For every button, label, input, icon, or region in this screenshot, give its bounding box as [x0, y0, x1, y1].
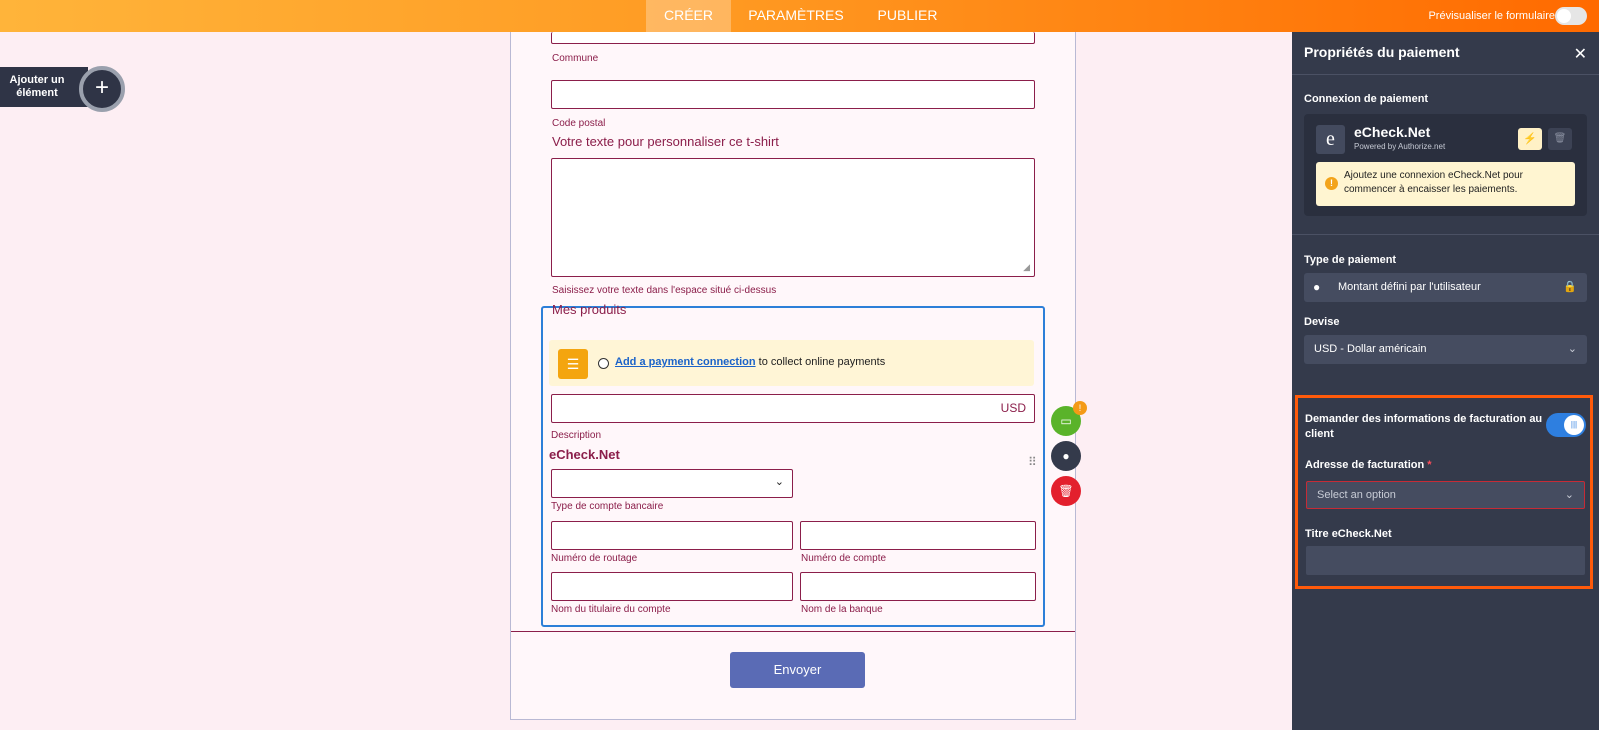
commune-label: Commune [552, 53, 599, 64]
payment-properties-panel [1292, 32, 1599, 730]
echeck-logo: e [1316, 125, 1345, 154]
account-number-label: Numéro de compte [801, 553, 887, 564]
tab-publier[interactable]: PUBLIER [877, 7, 938, 23]
tab-parametres[interactable]: PARAMÈTRES [748, 7, 844, 23]
account-type-select[interactable] [551, 469, 793, 498]
connection-powered-by: Powered by Authorize.net [1354, 142, 1446, 151]
commune-input[interactable] [551, 32, 1035, 44]
trash-icon: 🗑 [1058, 484, 1074, 498]
holder-label: Nom du titulaire du compte [551, 604, 671, 615]
plug-icon[interactable]: ⚡ [1518, 128, 1542, 150]
resize-handle-icon[interactable]: ◢ [1023, 262, 1030, 272]
panel-separator [1292, 74, 1599, 75]
preview-toggle[interactable] [1555, 7, 1587, 25]
connection-card [1304, 114, 1587, 216]
lock-icon: 🔒 [1563, 281, 1577, 293]
card-icon: ▭ [1060, 414, 1072, 428]
form-canvas [510, 32, 1082, 720]
billing-address-label: Adresse de facturation * [1305, 459, 1432, 471]
connection-name: eCheck.Net [1354, 124, 1431, 140]
billing-toggle-label: Demander des informations de facturation au client [1305, 413, 1543, 440]
billing-section [1295, 395, 1593, 589]
tshirt-heading: Votre texte pour personnaliser ce t-shirt [552, 134, 779, 149]
amount-input[interactable] [551, 394, 1035, 423]
billing-address-select[interactable]: Select an option ⌄ [1306, 481, 1585, 509]
panel-separator [1292, 234, 1599, 235]
account-type-label: Type de compte bancaire [551, 501, 664, 512]
panel-title: Propriétés du paiement [1304, 44, 1460, 60]
currency-select[interactable]: USD - Dollar américain ⌄ [1304, 335, 1587, 364]
postal-input[interactable] [551, 80, 1035, 109]
add-element-label: Ajouter un élément [9, 74, 65, 99]
notice-text: Add a payment connection to collect online payments [615, 356, 886, 368]
billing-toggle[interactable] [1546, 413, 1586, 437]
add-element-button[interactable] [0, 67, 88, 107]
echeck-title-input[interactable] [1306, 546, 1585, 575]
drag-handle-icon[interactable]: ⠿ [1028, 455, 1035, 469]
routing-input[interactable] [551, 521, 793, 550]
chevron-down-icon: ⌄ [1567, 343, 1577, 355]
delete-field-button[interactable] [1051, 476, 1081, 506]
add-element-circle[interactable] [79, 66, 125, 112]
chevron-down-icon: ⌄ [774, 476, 784, 488]
payment-type-label: Type de paiement [1304, 254, 1397, 266]
submit-button[interactable]: Envoyer [730, 652, 865, 688]
echeck-title: eCheck.Net [549, 447, 620, 462]
payment-notice [549, 340, 1034, 386]
description-label: Description [551, 430, 602, 441]
bank-input[interactable] [800, 572, 1036, 601]
coins-icon: ● [1062, 449, 1070, 463]
add-payment-connection-link[interactable]: Add a payment connection [615, 356, 756, 368]
form-divider [511, 631, 1075, 632]
holder-input[interactable] [551, 572, 793, 601]
tab-creer[interactable]: CRÉER [646, 0, 731, 32]
preview-label: Prévisualiser le formulaire [1428, 10, 1555, 22]
warning-icon: ! [1325, 177, 1338, 190]
payment-type-select[interactable]: ● Montant défini par l'utilisateur 🔒 [1304, 273, 1587, 302]
payment-properties-button[interactable] [1051, 441, 1081, 471]
connection-warning: ! Ajoutez une connexion eCheck.Net pour commencer à encaisser les paiements. [1316, 162, 1575, 206]
list-icon: ☰ [558, 349, 588, 379]
trash-icon[interactable]: 🗑 [1548, 128, 1572, 150]
currency-label: Devise [1304, 316, 1340, 328]
notice-radio[interactable] [598, 358, 609, 369]
close-icon[interactable]: ✕ [1573, 46, 1587, 63]
coins-icon: ● [1313, 280, 1321, 294]
tshirt-textarea[interactable] [551, 158, 1035, 277]
top-bar [0, 0, 1599, 32]
routing-label: Numéro de routage [551, 553, 638, 564]
warning-badge: ! [1073, 401, 1087, 415]
products-heading: Mes produits [552, 302, 627, 317]
account-number-input[interactable] [800, 521, 1036, 550]
connection-label: Connexion de paiement [1304, 93, 1429, 105]
currency-suffix: USD [1000, 401, 1026, 415]
tshirt-hint: Saisissez votre texte dans l'espace situé ci-dessus [552, 285, 777, 296]
echeck-title-label: Titre eCheck.Net [1305, 528, 1392, 540]
postal-label: Code postal [552, 118, 606, 129]
chevron-down-icon: ⌄ [1564, 489, 1574, 501]
plus-icon: + [94, 74, 109, 101]
bank-label: Nom de la banque [801, 604, 883, 615]
